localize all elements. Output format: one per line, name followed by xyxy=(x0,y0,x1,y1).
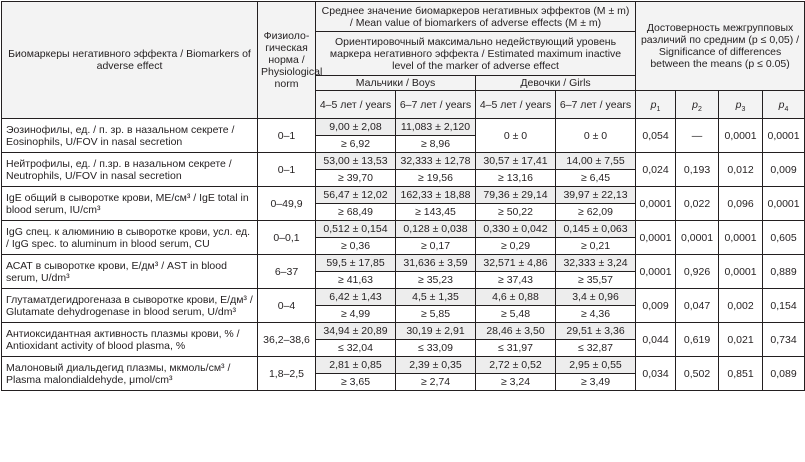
girls-6-7-estimated: ≤ 32,87 xyxy=(556,340,636,357)
boys-6-7-mean: 11,083 ± 2,120 xyxy=(396,119,476,136)
physiological-norm: 1,8–2,5 xyxy=(258,357,316,391)
header-mean: Среднее значение биомаркеров негативных эффектов (M ± m) / Mean value of biomarkers of adverse effects (M ± m) xyxy=(316,2,636,32)
biomarker-name: Малоновый диальдегид плазмы, мкмоль/см³ / Plasma malondialdehyde, μmol/cm³ xyxy=(2,357,258,391)
boys-6-7-mean: 2,39 ± 0,35 xyxy=(396,357,476,374)
p4-value: 0,605 xyxy=(763,221,805,255)
boys-6-7-estimated: ≥ 35,23 xyxy=(396,272,476,289)
p2-value: 0,193 xyxy=(676,153,719,187)
p3-value: 0,096 xyxy=(719,187,763,221)
boys-6-7-estimated: ≥ 5,85 xyxy=(396,306,476,323)
physiological-norm: 0–1 xyxy=(258,119,316,153)
boys-4-5-mean: 53,00 ± 13,53 xyxy=(316,153,396,170)
p1-value: 0,0001 xyxy=(636,221,676,255)
p2-value: 0,0001 xyxy=(676,221,719,255)
boys-6-7-mean: 30,19 ± 2,91 xyxy=(396,323,476,340)
header-age-boys-6-7: 6–7 лет / years xyxy=(396,91,476,119)
p3-value: 0,0001 xyxy=(719,255,763,289)
p4-value: 0,154 xyxy=(763,289,805,323)
p1-value: 0,034 xyxy=(636,357,676,391)
biomarker-name: АСАТ в сыворотке крови, Е/дм³ / AST in blood serum, U/dm³ xyxy=(2,255,258,289)
header-p1: $p_1$ xyxy=(636,91,676,119)
p1-value: 0,024 xyxy=(636,153,676,187)
physiological-norm: 0–0,1 xyxy=(258,221,316,255)
header-p3: $p_3$ xyxy=(719,91,763,119)
physiological-norm: 0–4 xyxy=(258,289,316,323)
girls-4-5-mean: 32,571 ± 4,86 xyxy=(476,255,556,272)
boys-6-7-mean: 4,5 ± 1,35 xyxy=(396,289,476,306)
boys-4-5-estimated: ≥ 6,92 xyxy=(316,136,396,153)
p3-value: 0,851 xyxy=(719,357,763,391)
boys-6-7-mean: 31,636 ± 3,59 xyxy=(396,255,476,272)
boys-4-5-estimated: ≥ 0,36 xyxy=(316,238,396,255)
girls-4-5-mean: 30,57 ± 17,41 xyxy=(476,153,556,170)
girls-4-5-mean: 0,330 ± 0,042 xyxy=(476,221,556,238)
physiological-norm: 36,2–38,6 xyxy=(258,323,316,357)
girls-4-5-estimated: ≥ 13,16 xyxy=(476,170,556,187)
girls-6-7-estimated: ≥ 0,21 xyxy=(556,238,636,255)
header-norm: Физиоло-гическая норма / Physiological norm xyxy=(258,2,316,119)
boys-6-7-mean: 0,128 ± 0,038 xyxy=(396,221,476,238)
boys-4-5-estimated: ≥ 68,49 xyxy=(316,204,396,221)
header-boys: Мальчики / Boys xyxy=(316,76,476,91)
p1-value: 0,044 xyxy=(636,323,676,357)
p4-value: 0,0001 xyxy=(763,187,805,221)
girls-6-7-mean: 32,333 ± 3,24 xyxy=(556,255,636,272)
boys-6-7-mean: 32,333 ± 12,78 xyxy=(396,153,476,170)
girls-4-5-estimated: ≥ 3,24 xyxy=(476,374,556,391)
p1-value: 0,0001 xyxy=(636,187,676,221)
girls-4-5-estimated: ≤ 31,97 xyxy=(476,340,556,357)
boys-4-5-mean: 56,47 ± 12,02 xyxy=(316,187,396,204)
boys-4-5-mean: 59,5 ± 17,85 xyxy=(316,255,396,272)
physiological-norm: 0–49,9 xyxy=(258,187,316,221)
boys-4-5-mean: 9,00 ± 2,08 xyxy=(316,119,396,136)
p2-value: — xyxy=(676,119,719,153)
biomarker-name: IgE общий в сыворотке крови, МЕ/см³ / IgE total in blood serum, IU/cm³ xyxy=(2,187,258,221)
girls-4-5-estimated: ≥ 5,48 xyxy=(476,306,556,323)
p2-value: 0,502 xyxy=(676,357,719,391)
girls-6-7-mean: 29,51 ± 3,36 xyxy=(556,323,636,340)
girls-6-7-mean: 14,00 ± 7,55 xyxy=(556,153,636,170)
girls-6-7-mean: 3,4 ± 0,96 xyxy=(556,289,636,306)
header-biomarkers: Биомаркеры негативного эффекта / Biomarkers of adverse effect xyxy=(2,2,258,119)
p1-value: 0,0001 xyxy=(636,255,676,289)
header-estimated: Ориентировочный максимально недействующий уровень маркера негативного эффекта / Estimated maximum inactive level of the marker of adverse effect xyxy=(316,32,636,76)
boys-6-7-estimated: ≤ 33,09 xyxy=(396,340,476,357)
boys-4-5-mean: 0,512 ± 0,154 xyxy=(316,221,396,238)
boys-4-5-mean: 2,81 ± 0,85 xyxy=(316,357,396,374)
girls-6-7-mean: 0 ± 0 xyxy=(556,119,636,153)
header-age-boys-4-5: 4–5 лет / years xyxy=(316,91,396,119)
biomarker-name: Антиоксидантная активность плазмы крови, % / Antioxidant activity of blood plasma, % xyxy=(2,323,258,357)
girls-6-7-estimated: ≥ 4,36 xyxy=(556,306,636,323)
biomarker-name: Глутаматдегидрогеназа в сыворотке крови, Е/дм³ / Glutamate dehydrogenase in blood serum, U/dm³ xyxy=(2,289,258,323)
p4-value: 0,734 xyxy=(763,323,805,357)
girls-4-5-mean: 4,6 ± 0,88 xyxy=(476,289,556,306)
boys-4-5-estimated: ≥ 4,99 xyxy=(316,306,396,323)
boys-6-7-estimated: ≥ 19,56 xyxy=(396,170,476,187)
boys-4-5-estimated: ≥ 41,63 xyxy=(316,272,396,289)
p3-value: 0,0001 xyxy=(719,119,763,153)
biomarker-name: IgG спец. к алюминию в сыворотке крови, усл. ед. / IgG spec. to aluminum in blood serum, CU xyxy=(2,221,258,255)
girls-6-7-estimated: ≥ 35,57 xyxy=(556,272,636,289)
header-p2: $p_2$ xyxy=(676,91,719,119)
biomarker-name: Эозинофилы, ед. / п. зр. в назальном секрете / Eosinophils, U/FOV in nasal secretion xyxy=(2,119,258,153)
girls-6-7-mean: 0,145 ± 0,063 xyxy=(556,221,636,238)
biomarkers-table xyxy=(1,1,805,391)
girls-4-5-mean: 0 ± 0 xyxy=(476,119,556,153)
p3-value: 0,021 xyxy=(719,323,763,357)
p4-value: 0,009 xyxy=(763,153,805,187)
p4-value: 0,089 xyxy=(763,357,805,391)
girls-6-7-estimated: ≥ 6,45 xyxy=(556,170,636,187)
physiological-norm: 6–37 xyxy=(258,255,316,289)
boys-4-5-mean: 34,94 ± 20,89 xyxy=(316,323,396,340)
girls-4-5-estimated: ≥ 0,29 xyxy=(476,238,556,255)
p3-value: 0,002 xyxy=(719,289,763,323)
boys-6-7-mean: 162,33 ± 18,88 xyxy=(396,187,476,204)
girls-6-7-mean: 39,97 ± 22,13 xyxy=(556,187,636,204)
p2-value: 0,926 xyxy=(676,255,719,289)
p2-value: 0,619 xyxy=(676,323,719,357)
boys-4-5-estimated: ≤ 32,04 xyxy=(316,340,396,357)
header-age-girls-4-5: 4–5 лет / years xyxy=(476,91,556,119)
boys-6-7-estimated: ≥ 2,74 xyxy=(396,374,476,391)
physiological-norm: 0–1 xyxy=(258,153,316,187)
boys-6-7-estimated: ≥ 143,45 xyxy=(396,204,476,221)
girls-6-7-estimated: ≥ 62,09 xyxy=(556,204,636,221)
p2-value: 0,022 xyxy=(676,187,719,221)
girls-4-5-mean: 28,46 ± 3,50 xyxy=(476,323,556,340)
boys-6-7-estimated: ≥ 8,96 xyxy=(396,136,476,153)
girls-6-7-estimated: ≥ 3,49 xyxy=(556,374,636,391)
boys-4-5-mean: 6,42 ± 1,43 xyxy=(316,289,396,306)
p3-value: 0,012 xyxy=(719,153,763,187)
boys-4-5-estimated: ≥ 39,70 xyxy=(316,170,396,187)
header-significance: Достоверность межгрупповых различий по средним (p ≤ 0,05) / Significance of differences between the means (p ≤ 0.05) xyxy=(636,2,805,91)
p1-value: 0,009 xyxy=(636,289,676,323)
p3-value: 0,0001 xyxy=(719,221,763,255)
girls-4-5-estimated: ≥ 37,43 xyxy=(476,272,556,289)
girls-6-7-mean: 2,95 ± 0,55 xyxy=(556,357,636,374)
girls-4-5-mean: 2,72 ± 0,52 xyxy=(476,357,556,374)
p4-value: 0,889 xyxy=(763,255,805,289)
header-girls: Девочки / Girls xyxy=(476,76,636,91)
header-age-girls-6-7: 6–7 лет / years xyxy=(556,91,636,119)
p1-value: 0,054 xyxy=(636,119,676,153)
boys-4-5-estimated: ≥ 3,65 xyxy=(316,374,396,391)
header-p4: $p_4$ xyxy=(763,91,805,119)
boys-6-7-estimated: ≥ 0,17 xyxy=(396,238,476,255)
p4-value: 0,0001 xyxy=(763,119,805,153)
biomarker-name: Нейтрофилы, ед. / п.зр. в назальном секрете / Neutrophils, U/FOV in nasal secretion xyxy=(2,153,258,187)
girls-4-5-estimated: ≥ 50,22 xyxy=(476,204,556,221)
p2-value: 0,047 xyxy=(676,289,719,323)
girls-4-5-mean: 79,36 ± 29,14 xyxy=(476,187,556,204)
